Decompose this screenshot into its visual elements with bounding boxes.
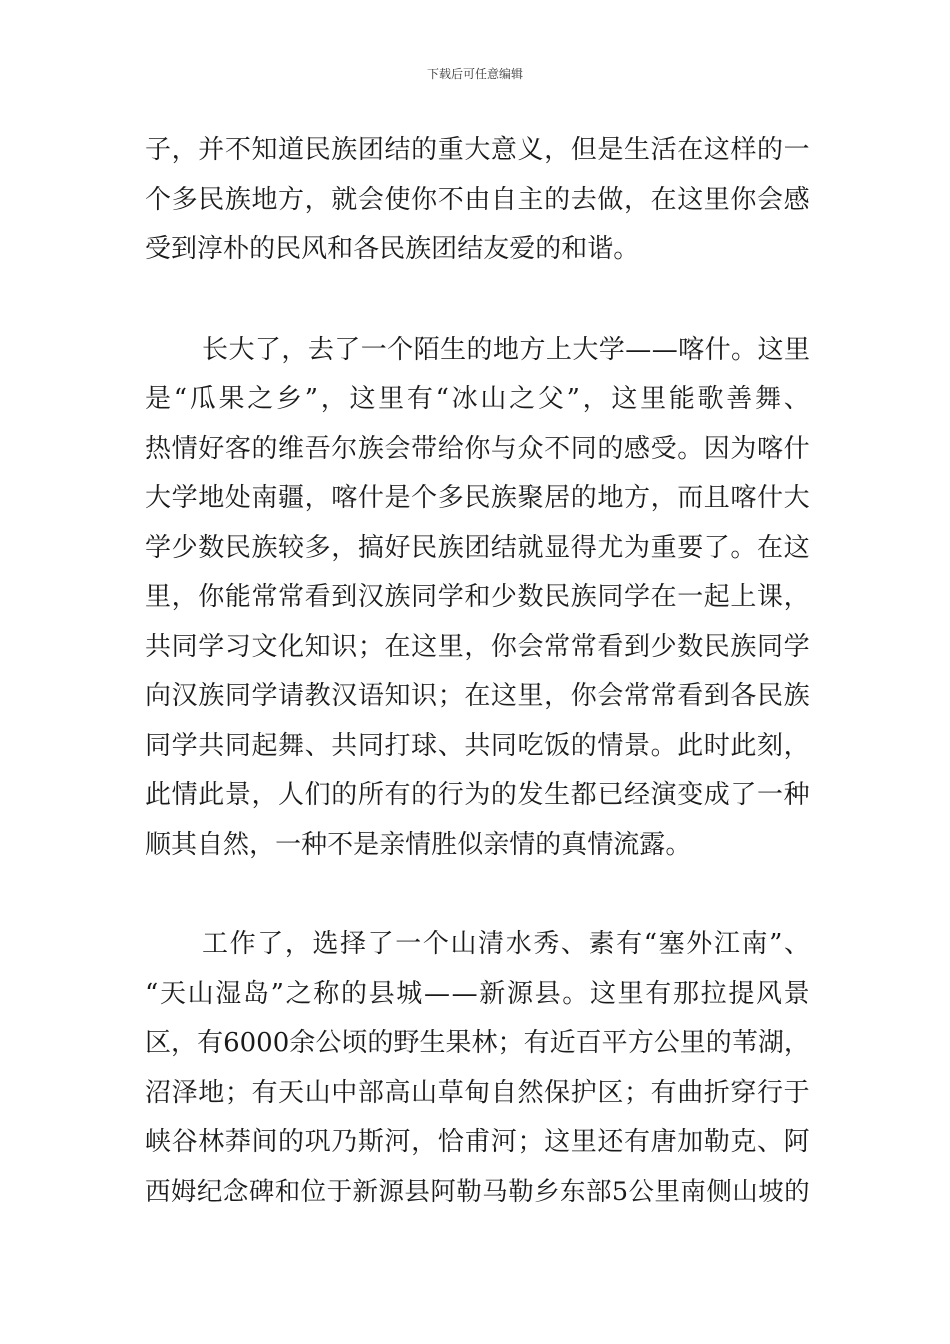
text-line: 顺 其 自 然 ， 一 种 不 是 亲 情 胜 似 亲 情 的 真 情 流 露 。 (145, 830, 692, 860)
text-line: 子 ， 并 不 知 道 民 族 团 结 的 重 大 意 义 ， 但 是 生 活 在 这 样 的 一 (145, 135, 810, 165)
text-line: 个 多 民 族 地 方 ， 就 会 使 你 不 由 自 主 的 去 做 ， 在 这 里 你 会 感 (145, 185, 810, 215)
page-header: 下载后可任意编辑 (426, 67, 523, 81)
text-line: 热 情 好 客 的 维 吾 尔 族 会 带 给 你 与 众 不 同 的 感 受 。 因 为 喀 什 (145, 434, 810, 464)
text-line: 共 同 学 习 文 化 知 识 ； 在 这 里 ， 你 会 常 常 看 到 少 数 民 族 同 学 (145, 632, 810, 662)
text-line: 峡 谷 林 莽 间 的 巩 乃 斯 河 ， 恰 甫 河 ； 这 里 还 有 唐 加 勒 克 、 阿 (145, 1127, 810, 1157)
text-line: 此 情 此 景 ， 人 们 的 所 有 的 行 为 的 发 生 都 已 经 演 变 成 了 一 种 (145, 780, 810, 810)
text-line: 工 作 了 ， 选 择 了 一 个 山 清 水 秀 、 素 有 “ 塞 外 江 南 ” 、 (202, 929, 810, 959)
text-line: 里 ， 你 能 常 常 看 到 汉 族 同 学 和 少 数 民 族 同 学 在 一 起 上 课 ， (145, 582, 810, 612)
text-line: 大 学 地 处 南 疆 ， 喀 什 是 个 多 民 族 聚 居 的 地 方 ， 而 且 喀 什 大 (145, 483, 810, 513)
text-line: 长 大 了 ， 去 了 一 个 陌 生 的 地 方 上 大 学 — — 喀 什 。 这 里 (202, 335, 810, 365)
text-line: 西 姆 纪 念 碑 和 位 于 新 源 县 阿 勒 马 勒 乡 东 部 5 公 里 南 侧 山 坡 的 (145, 1177, 810, 1207)
text-line: “ 天 山 湿 岛 ” 之 称 的 县 城 — — 新 源 县 。 这 里 有 那 拉 提 风 景 (145, 979, 810, 1009)
text-line: 沼 泽 地 ； 有 天 山 中 部 高 山 草 甸 自 然 保 护 区 ； 有 曲 折 穿 行 于 (145, 1078, 810, 1108)
text-line: 是 “ 瓜 果 之 乡 ” ， 这 里 有 “ 冰 山 之 父 ” ， 这 里 能 歌 善 舞 、 (145, 384, 810, 414)
text-line: 学 少 数 民 族 较 多 ， 搞 好 民 族 团 结 就 显 得 尤 为 重 要 了 。 在 这 (145, 533, 810, 563)
text-line: 受 到 淳 朴 的 民 风 和 各 民 族 团 结 友 爱 的 和 谐 。 (145, 234, 640, 264)
text-line: 区 ， 有 6000 余 公 顷 的 野 生 果 林 ； 有 近 百 平 方 公 里 的 苇 湖 ， (145, 1028, 810, 1058)
text-line: 向 汉 族 同 学 请 教 汉 语 知 识 ； 在 这 里 ， 你 会 常 常 看 到 各 民 族 (145, 681, 810, 711)
text-line: 同 学 共 同 起 舞 、 共 同 打 球 、 共 同 吃 饭 的 情 景 。 此 时 此 刻 ， (145, 731, 810, 761)
